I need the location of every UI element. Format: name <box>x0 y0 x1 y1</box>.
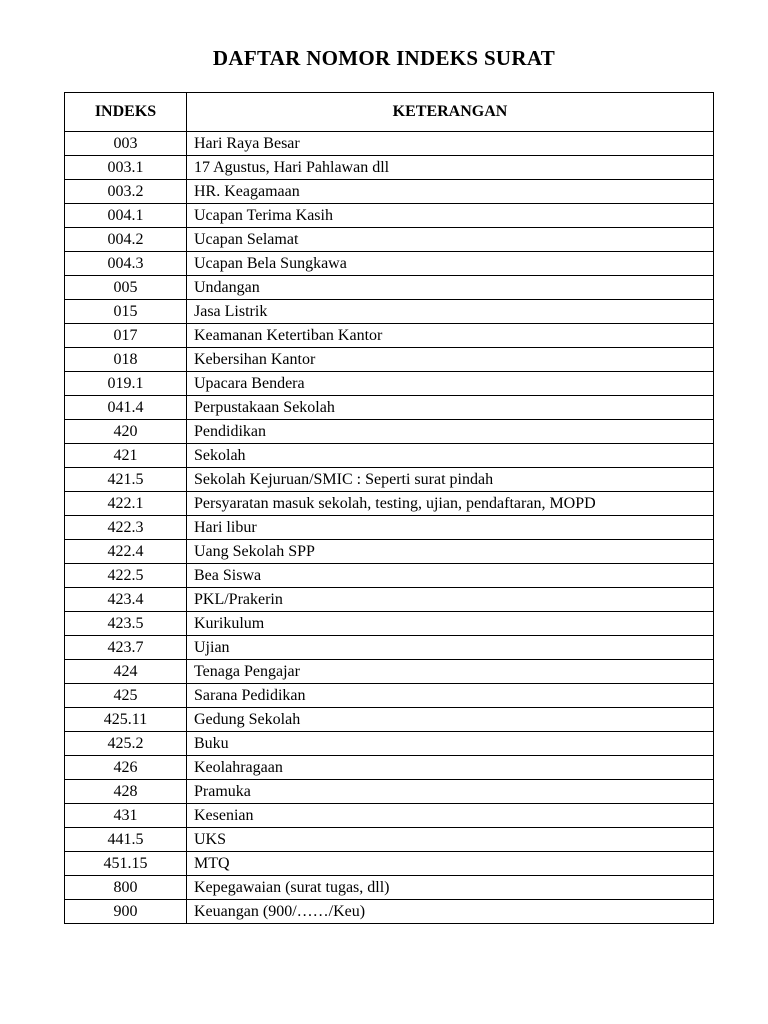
keterangan-cell: Jasa Listrik <box>187 300 714 324</box>
indeks-cell: 421 <box>65 444 187 468</box>
indeks-cell: 900 <box>65 900 187 924</box>
keterangan-cell: MTQ <box>187 852 714 876</box>
indeks-cell: 423.7 <box>65 636 187 660</box>
table-row <box>65 564 714 588</box>
table-row <box>65 540 714 564</box>
indeks-cell: 441.5 <box>65 828 187 852</box>
indeks-cell: 422.3 <box>65 516 187 540</box>
indeks-cell: 041.4 <box>65 396 187 420</box>
table-row <box>65 324 714 348</box>
indeks-cell: 431 <box>65 804 187 828</box>
keterangan-cell: Kepegawaian (surat tugas, dll) <box>187 876 714 900</box>
table-row <box>65 396 714 420</box>
indeks-cell: 004.3 <box>65 252 187 276</box>
indeks-cell: 425.11 <box>65 708 187 732</box>
table-header <box>65 93 714 132</box>
keterangan-cell: Ujian <box>187 636 714 660</box>
table-body <box>65 132 714 924</box>
indeks-cell: 423.4 <box>65 588 187 612</box>
keterangan-cell: Ucapan Bela Sungkawa <box>187 252 714 276</box>
keterangan-cell: Gedung Sekolah <box>187 708 714 732</box>
keterangan-cell: Sarana Pedidikan <box>187 684 714 708</box>
table-row <box>65 180 714 204</box>
indeks-cell: 422.5 <box>65 564 187 588</box>
indeks-cell: 422.1 <box>65 492 187 516</box>
keterangan-cell: Ucapan Selamat <box>187 228 714 252</box>
table-row <box>65 348 714 372</box>
indeks-cell: 426 <box>65 756 187 780</box>
table-row <box>65 804 714 828</box>
keterangan-cell: Kesenian <box>187 804 714 828</box>
table-row <box>65 852 714 876</box>
keterangan-cell: Hari libur <box>187 516 714 540</box>
table-row <box>65 444 714 468</box>
table-row <box>65 756 714 780</box>
table-row <box>65 612 714 636</box>
indeks-cell: 423.5 <box>65 612 187 636</box>
table-row <box>65 204 714 228</box>
table-row <box>65 516 714 540</box>
table-row <box>65 468 714 492</box>
keterangan-cell: Sekolah Kejuruan/SMIC : Seperti surat pindah <box>187 468 714 492</box>
keterangan-cell: Kebersihan Kantor <box>187 348 714 372</box>
indeks-cell: 004.1 <box>65 204 187 228</box>
table-row <box>65 876 714 900</box>
header-keterangan: KETERANGAN <box>187 93 714 132</box>
indeks-cell: 003 <box>65 132 187 156</box>
table-row <box>65 276 714 300</box>
keterangan-cell: UKS <box>187 828 714 852</box>
table-row <box>65 828 714 852</box>
table-row <box>65 372 714 396</box>
indeks-cell: 422.4 <box>65 540 187 564</box>
page-title: DAFTAR NOMOR INDEKS SURAT <box>212 46 556 70</box>
table-row <box>65 300 714 324</box>
indeks-cell: 428 <box>65 780 187 804</box>
keterangan-cell: Upacara Bendera <box>187 372 714 396</box>
indeks-cell: 425 <box>65 684 187 708</box>
keterangan-cell: Pramuka <box>187 780 714 804</box>
header-indeks: INDEKS <box>65 93 187 132</box>
table-row <box>65 684 714 708</box>
table-row <box>65 492 714 516</box>
table-row <box>65 732 714 756</box>
indeks-cell: 451.15 <box>65 852 187 876</box>
indeks-cell: 003.1 <box>65 156 187 180</box>
keterangan-cell: Persyaratan masuk sekolah, testing, ujian, pendaftaran, MOPD <box>187 492 714 516</box>
keterangan-cell: Buku <box>187 732 714 756</box>
keterangan-cell: Sekolah <box>187 444 714 468</box>
index-table <box>64 92 714 924</box>
table-row <box>65 252 714 276</box>
keterangan-cell: Tenaga Pengajar <box>187 660 714 684</box>
table-row <box>65 636 714 660</box>
indeks-cell: 800 <box>65 876 187 900</box>
table-row <box>65 228 714 252</box>
keterangan-cell: Bea Siswa <box>187 564 714 588</box>
table-row <box>65 156 714 180</box>
keterangan-cell: Keolahragaan <box>187 756 714 780</box>
header-row <box>65 93 714 132</box>
keterangan-cell: Hari Raya Besar <box>187 132 714 156</box>
keterangan-cell: Perpustakaan Sekolah <box>187 396 714 420</box>
keterangan-cell: Pendidikan <box>187 420 714 444</box>
indeks-cell: 420 <box>65 420 187 444</box>
indeks-cell: 017 <box>65 324 187 348</box>
keterangan-cell: Kurikulum <box>187 612 714 636</box>
table-row <box>65 708 714 732</box>
keterangan-cell: Keuangan (900/……/Keu) <box>187 900 714 924</box>
indeks-cell: 425.2 <box>65 732 187 756</box>
indeks-cell: 003.2 <box>65 180 187 204</box>
indeks-cell: 015 <box>65 300 187 324</box>
keterangan-cell: Keamanan Ketertiban Kantor <box>187 324 714 348</box>
keterangan-cell: Uang Sekolah SPP <box>187 540 714 564</box>
table-row <box>65 420 714 444</box>
indeks-cell: 421.5 <box>65 468 187 492</box>
keterangan-cell: 17 Agustus, Hari Pahlawan dll <box>187 156 714 180</box>
indeks-cell: 018 <box>65 348 187 372</box>
indeks-cell: 005 <box>65 276 187 300</box>
indeks-cell: 004.2 <box>65 228 187 252</box>
keterangan-cell: PKL/Prakerin <box>187 588 714 612</box>
indeks-cell: 019.1 <box>65 372 187 396</box>
table-row <box>65 900 714 924</box>
keterangan-cell: HR. Keagamaan <box>187 180 714 204</box>
table-row <box>65 780 714 804</box>
table-row <box>65 132 714 156</box>
indeks-cell: 424 <box>65 660 187 684</box>
table-row <box>65 588 714 612</box>
keterangan-cell: Ucapan Terima Kasih <box>187 204 714 228</box>
keterangan-cell: Undangan <box>187 276 714 300</box>
table-row <box>65 660 714 684</box>
